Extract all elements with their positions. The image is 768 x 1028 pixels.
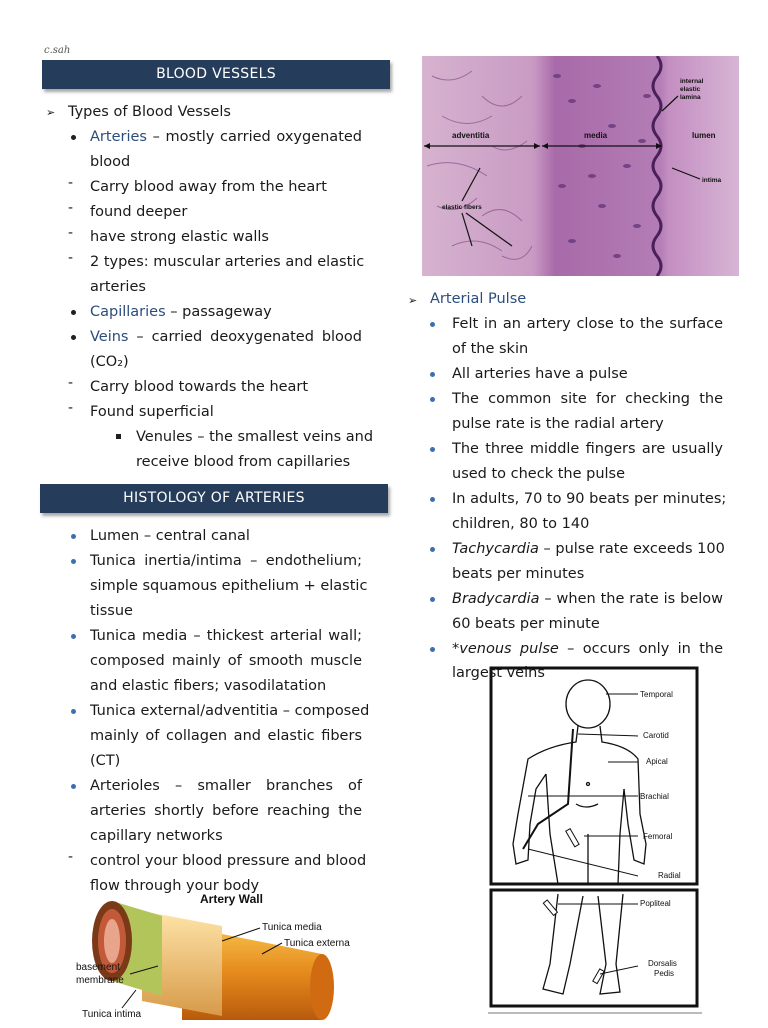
lumen-label: lumen [692,131,716,140]
dash-bullet: - [68,175,74,191]
radial-label: Radial [658,871,681,880]
veins-line-2: (CO₂) [90,354,129,370]
lamina-label: lamina [680,94,701,101]
temporal-label: Temporal [640,690,673,699]
dash-bullet: - [68,400,74,416]
carotid-label: Carotid [643,731,669,740]
arteries-line [90,125,362,150]
veins-definition: – carried deoxygenated blood [136,329,362,345]
veins-term: Veins [90,329,129,345]
bullet-icon [71,335,76,340]
artery-wall-figure [72,886,372,1024]
dash-bullet: - [68,225,74,241]
histology-item-5-cont: arteries shortly before reaching the [90,803,362,819]
membrane-label: membrane [76,975,124,986]
histology-item-2: Tunica inertia/intima – endothelium; [90,553,362,569]
pulse-item-5-cont: children, 80 to 140 [452,516,590,532]
bullet-icon [430,397,435,402]
apical-label: Apical [646,757,668,766]
capillaries-line [90,300,272,325]
histology-item-3: Tunica media – thickest arterial wall; [90,628,362,644]
vein-fact-1: Carry blood towards the heart [90,379,309,395]
author-initials: c.sah [44,45,71,56]
artery-fact-4-cont: arteries [90,279,146,295]
arteries-definition: – mostly carried oxygenated [152,129,363,145]
basement-label: basement [76,962,120,973]
types-heading: Types of Blood Vessels [68,104,231,120]
popliteal-label: Popliteal [640,899,671,908]
venous-pulse-term: *venous pulse [452,641,559,657]
histology-item-4: Tunica external/adventitia – composed [90,703,370,719]
pulse-item-3-cont: pulse rate is the radial artery [452,416,664,432]
bradycardia-term: Bradycardia [452,591,540,607]
histology-banner: HISTOLOGY OF ARTERIES [40,484,388,513]
arterial-pulse-heading: Arterial Pulse [430,291,527,307]
arteries-term: Arteries [90,129,147,145]
tachycardia-term: Tachycardia [452,541,539,557]
arteries-line-2: blood [90,154,131,170]
histology-item-6-cont: flow through your body [90,878,260,894]
pulse-item-7: Bradycardia – when the rate is below [452,591,723,607]
pulse-item-7-cont: 60 beats per minute [452,616,600,632]
artery-wall-title: Artery Wall [200,892,263,906]
venules-line: Venules – the smallest veins and [136,429,374,445]
pulse-item-5: In adults, 70 to 90 beats per minutes; [452,491,727,507]
histology-item-5-cont2: capillary networks [90,828,223,844]
pulse-item-4-cont: used to check the pulse [452,466,626,482]
artery-fact-1: Carry blood away from the heart [90,179,327,195]
pulse-item-8-cont: largest veins [452,665,545,681]
bullet-icon [71,310,76,315]
bullet-icon [430,647,435,652]
bullet-icon [430,597,435,602]
internal-label: internal [680,78,704,85]
bullet-icon [430,497,435,502]
pulse-item-4: The three middle fingers are usually [452,441,723,457]
bullet-icon [71,559,76,564]
pulse-item-2: All arteries have a pulse [452,366,628,382]
histology-item-1: Lumen – central canal [90,528,250,544]
bullet-icon [71,135,76,140]
bullet-icon [430,547,435,552]
histology-item-4-cont: mainly of collagen and elastic fibers [90,728,362,744]
tunica-intima-label: Tunica intima [82,1009,142,1020]
histology-item-3-cont2: and elastic fibers; vasodilatation [90,678,327,694]
brachial-label: Brachial [640,792,669,801]
histology-item-5: Arterioles – smaller branches of [90,778,362,794]
histology-item-4-cont2: (CT) [90,753,121,769]
artery-fact-2: found deeper [90,204,188,220]
artery-fact-3: have strong elastic walls [90,229,269,245]
histology-item-6: control your blood pressure and blood [90,853,367,869]
pulse-item-8: *venous pulse – occurs only in the [452,641,723,657]
tunica-externa-label: Tunica externa [284,938,350,949]
pulse-item-6: Tachycardia – pulse rate exceeds 100 [452,541,725,557]
media-label: media [584,131,608,140]
adventitia-label: adventitia [452,131,490,140]
arrow-bullet-icon: ➢ [408,294,418,307]
intima-label: intima [702,177,722,184]
square-bullet-icon [116,434,121,439]
artery-micrograph [422,56,739,276]
dorsalis-label: Dorsalis [648,959,677,968]
bullet-icon [71,709,76,714]
vein-fact-2: Found superficial [90,404,214,420]
dash-bullet: - [68,200,74,216]
blood-vessels-banner: BLOOD VESSELS [42,60,390,89]
veins-line [90,325,362,350]
arrow-bullet-icon: ➢ [46,106,56,119]
pulse-item-1: Felt in an artery close to the surface [452,316,723,332]
pedis-label: Pedis [654,969,675,978]
bullet-icon [71,784,76,789]
bullet-icon [430,372,435,377]
elastic-fibers-label: elastic fibers [442,204,482,211]
pulse-item-1-cont: of the skin [452,341,529,357]
tunica-media-label: Tunica media [262,922,322,933]
femoral-label: Femoral [643,832,673,841]
bullet-icon [71,634,76,639]
histology-item-2-cont: simple squamous epithelium + elastic [90,578,368,594]
dash-bullet: - [68,375,74,391]
capillaries-term: Capillaries [90,304,166,320]
pulse-item-6-cont: beats per minutes [452,566,585,582]
bullet-icon [430,322,435,327]
dash-bullet: - [68,250,74,266]
elastic-label: elastic [680,86,701,93]
dash-bullet: - [68,849,74,865]
histology-item-3-cont: composed mainly of smooth muscle [90,653,362,669]
capillaries-definition: – passageway [170,304,272,320]
pulse-sites-figure [488,664,702,1014]
artery-fact-4: 2 types: muscular arteries and elastic [90,254,365,270]
pulse-item-3: The common site for checking the [452,391,723,407]
venules-line-2: receive blood from capillaries [136,454,351,470]
bullet-icon [430,447,435,452]
histology-item-2-cont2: tissue [90,603,133,619]
bullet-icon [71,534,76,539]
